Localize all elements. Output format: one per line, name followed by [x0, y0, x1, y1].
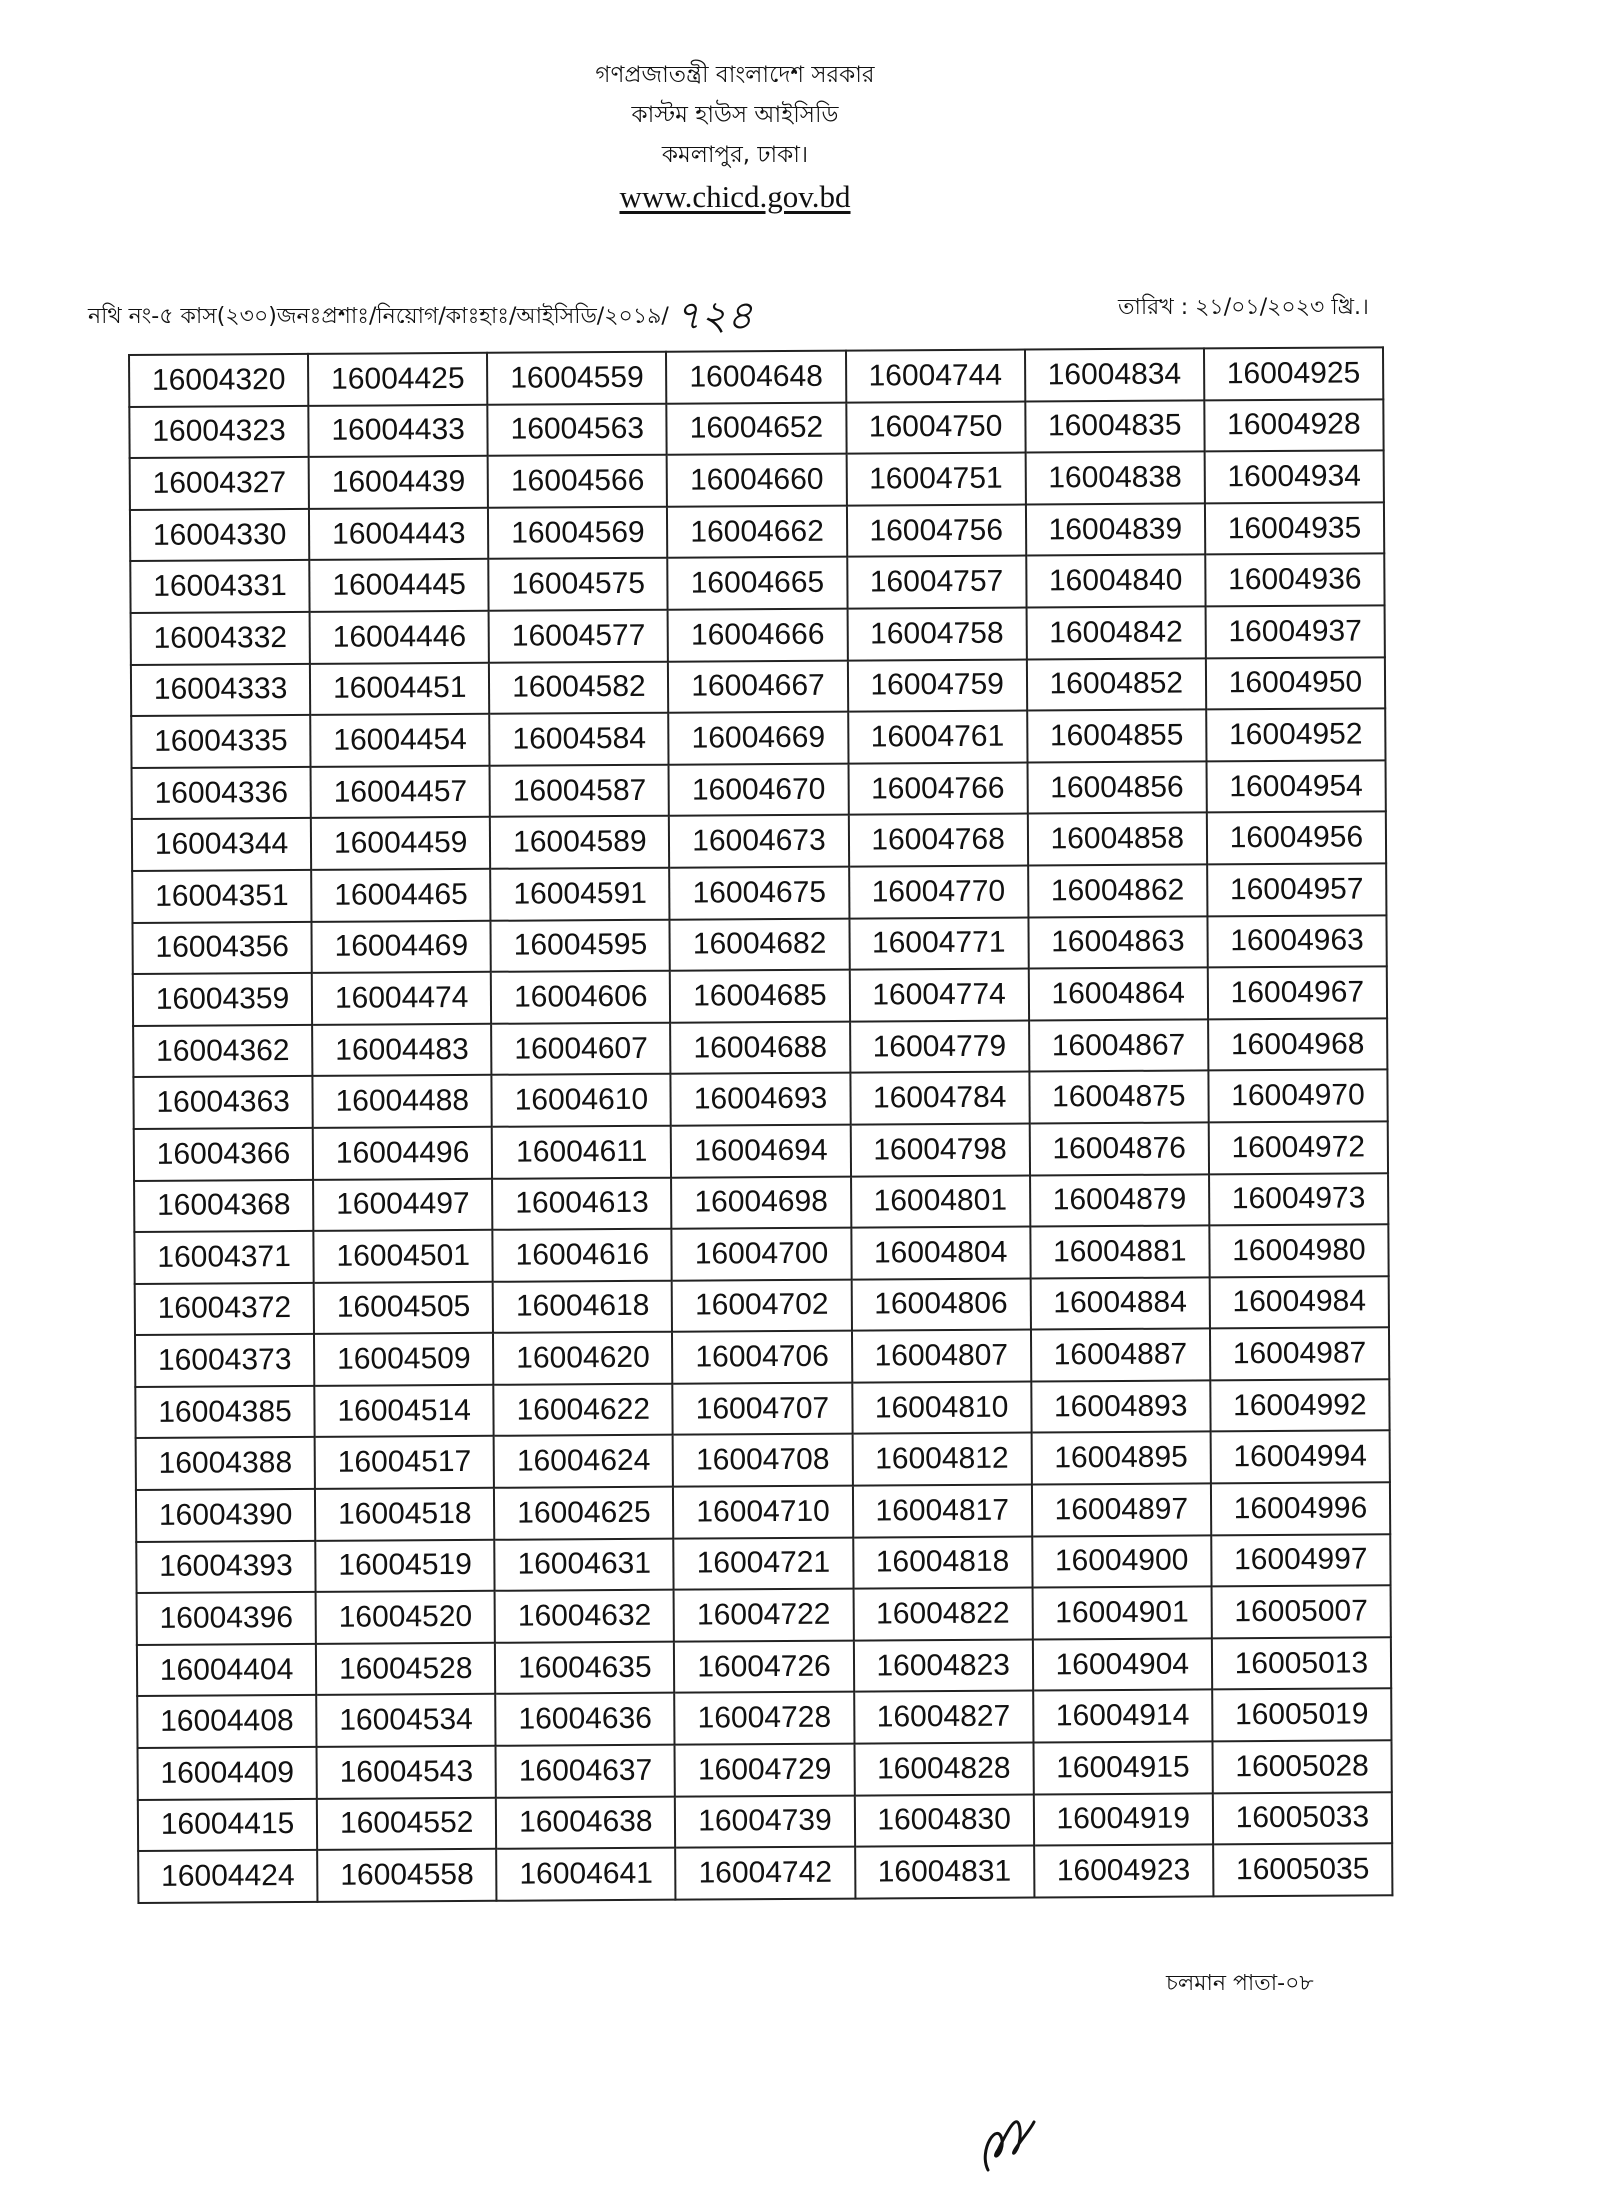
roll-number-cell: 16004616 [493, 1229, 672, 1282]
roll-number-cell: 16004356 [132, 921, 311, 974]
roll-number-cell: 16004606 [491, 971, 670, 1024]
roll-number-cell: 16004919 [1034, 1793, 1213, 1846]
roll-number-cell: 16004582 [489, 661, 668, 714]
roll-number-cell: 16004670 [669, 763, 848, 816]
table-row [129, 347, 1383, 406]
website-link[interactable]: www.chicd.gov.bd [619, 179, 851, 214]
roll-number-cell: 16004408 [137, 1695, 316, 1748]
roll-number-cell: 16004607 [491, 1022, 670, 1075]
roll-number-cell: 16004454 [310, 714, 489, 767]
roll-number-cell: 16004840 [1026, 555, 1205, 608]
roll-number-cell: 16004425 [308, 353, 487, 406]
roll-number-cell: 16004823 [853, 1639, 1032, 1692]
roll-number-cell: 16004331 [130, 560, 309, 613]
table-row [129, 399, 1383, 458]
table-row [135, 1328, 1389, 1387]
roll-number-cell: 16004577 [489, 610, 668, 663]
roll-number-cell: 16004722 [674, 1589, 853, 1642]
roll-number-cell: 16004611 [492, 1126, 671, 1179]
roll-number-cell: 16004973 [1209, 1173, 1388, 1226]
roll-number-cell: 16004915 [1033, 1741, 1212, 1794]
roll-number-cell: 16004726 [674, 1640, 853, 1693]
roll-number-cell: 16004827 [854, 1691, 1033, 1744]
roll-number-cell: 16004706 [672, 1331, 851, 1384]
roll-number-cell: 16004666 [668, 609, 847, 662]
roll-number-cell: 16004887 [1031, 1329, 1210, 1382]
roll-number-cell: 16004636 [495, 1693, 674, 1746]
roll-number-cell: 16004810 [852, 1381, 1031, 1434]
roll-number-cell: 16004371 [134, 1231, 313, 1284]
table-row [134, 1224, 1388, 1283]
roll-number-cell: 16004520 [316, 1591, 495, 1644]
roll-number-cell: 16004457 [311, 766, 490, 819]
roll-number-cell: 16004742 [676, 1847, 855, 1900]
roll-number-cell: 16004970 [1208, 1070, 1387, 1123]
table-row [130, 554, 1384, 613]
roll-number-cell: 16004936 [1205, 554, 1384, 607]
table-row [135, 1276, 1389, 1335]
roll-number-cell: 16004624 [494, 1435, 673, 1488]
roll-number-cell: 16004934 [1204, 451, 1383, 504]
roll-number-cell: 16004864 [1028, 968, 1207, 1021]
roll-number-cell: 16004673 [669, 815, 848, 868]
roll-number-cell: 16005028 [1212, 1740, 1391, 1793]
roll-number-cell: 16004862 [1028, 864, 1207, 917]
roll-number-cell: 16004584 [489, 713, 668, 766]
table-row [132, 812, 1386, 871]
roll-number-cell: 16004641 [496, 1848, 675, 1901]
roll-number-cell: 16004501 [314, 1230, 493, 1283]
roll-number-cell: 16004758 [847, 607, 1026, 660]
roll-number-cell: 16004595 [491, 919, 670, 972]
roll-number-cell: 16004842 [1026, 606, 1205, 659]
table-row [130, 502, 1384, 561]
roll-number-cell: 16004950 [1206, 657, 1385, 710]
roll-number-cell: 16004852 [1027, 658, 1206, 711]
roll-number-cell: 16004858 [1028, 813, 1207, 866]
table-row [136, 1431, 1390, 1490]
roll-number-cell: 16004610 [492, 1074, 671, 1127]
roll-number-cell: 16005019 [1212, 1689, 1391, 1742]
roll-number-cell: 16004884 [1030, 1277, 1209, 1330]
roll-number-cell: 16004838 [1025, 452, 1204, 505]
roll-number-cell: 16004963 [1207, 915, 1386, 968]
roll-number-cell: 16004620 [493, 1332, 672, 1385]
roll-number-cell: 16004566 [488, 455, 667, 508]
roll-number-cell: 16004702 [672, 1279, 851, 1332]
table-row [130, 451, 1384, 510]
roll-number-cell: 16004867 [1029, 1019, 1208, 1072]
roll-number-cell: 16005007 [1211, 1586, 1390, 1639]
roll-number-cell: 16004618 [493, 1280, 672, 1333]
roll-number-cell: 16004528 [316, 1643, 495, 1696]
roll-number-cell: 16004372 [135, 1283, 314, 1336]
table-row [132, 915, 1386, 974]
roll-number-cell: 16004344 [132, 818, 311, 871]
roll-number-cell: 16004443 [309, 508, 488, 561]
table-row [137, 1637, 1391, 1696]
roll-number-cell: 16004996 [1211, 1482, 1390, 1535]
office-name: কাস্টম হাউস আইসিডি [631, 102, 839, 128]
roll-number-cell: 16004876 [1029, 1122, 1208, 1175]
roll-number-cell: 16004855 [1027, 710, 1206, 763]
roll-number-cell: 16004879 [1030, 1174, 1209, 1227]
roll-number-cell: 16004980 [1209, 1224, 1388, 1277]
roll-number-cell: 16004652 [667, 402, 846, 455]
roll-number-cell: 16004768 [848, 814, 1027, 867]
roll-number-cell: 16004563 [488, 403, 667, 456]
roll-number-cell: 16004900 [1032, 1535, 1211, 1588]
roll-number-cell: 16004469 [312, 920, 491, 973]
table-row [138, 1792, 1392, 1851]
roll-number-cell: 16005033 [1213, 1792, 1392, 1845]
roll-number-cell: 16004336 [132, 767, 311, 820]
roll-number-cell: 16004575 [489, 558, 668, 611]
roll-number-cell: 16004914 [1033, 1690, 1212, 1743]
roll-number-cell: 16004393 [136, 1541, 315, 1594]
roll-number-cell: 16004925 [1204, 347, 1383, 400]
roll-number-cell: 16004632 [495, 1590, 674, 1643]
roll-number-cell: 16004834 [1025, 348, 1204, 401]
roll-number-cell: 16004835 [1025, 400, 1204, 453]
roll-number-table-body [129, 347, 1392, 1902]
roll-number-cell: 16004497 [313, 1178, 492, 1231]
roll-number-cell: 16004519 [315, 1539, 494, 1592]
roll-number-cell: 16004543 [317, 1746, 496, 1799]
roll-number-cell: 16004415 [138, 1798, 317, 1851]
roll-number-cell: 16004804 [851, 1227, 1030, 1280]
roll-number-cell: 16004818 [853, 1536, 1032, 1589]
roll-number-cell: 16004323 [129, 405, 308, 458]
roll-number-cell: 16004693 [671, 1073, 850, 1126]
document-date: তারিখ : ২১/০১/২০২৩ খ্রি.। [1118, 295, 1369, 320]
roll-number-cell: 16004368 [134, 1179, 313, 1232]
table-row [137, 1689, 1391, 1748]
roll-number-cell: 16004424 [138, 1850, 317, 1903]
roll-number-cell: 16004552 [317, 1797, 496, 1850]
roll-number-cell: 16004863 [1028, 916, 1207, 969]
roll-number-cell: 16004332 [131, 612, 310, 665]
roll-number-cell: 16004388 [136, 1437, 315, 1490]
roll-number-cell: 16004330 [130, 509, 309, 562]
roll-number-cell: 16005035 [1213, 1844, 1392, 1897]
reference-number [88, 278, 753, 345]
roll-number-cell: 16004505 [314, 1281, 493, 1334]
roll-number-cell: 16004366 [134, 1128, 313, 1181]
roll-number-cell: 16004390 [136, 1489, 315, 1542]
roll-number-cell: 16004721 [674, 1537, 853, 1590]
table-row [135, 1379, 1389, 1438]
signature-mark [968, 2100, 1048, 2180]
roll-number-cell: 16004433 [308, 404, 487, 457]
roll-number-cell: 16004589 [490, 816, 669, 869]
roll-number-cell: 16004446 [310, 611, 489, 664]
roll-number-cell: 16004396 [137, 1592, 316, 1645]
roll-number-cell: 16004954 [1206, 760, 1385, 813]
roll-number-cell: 16004465 [311, 869, 490, 922]
roll-number-cell: 16004952 [1206, 708, 1385, 761]
table-row [137, 1586, 1391, 1645]
table-row [131, 605, 1385, 664]
roll-number-cell: 16004635 [495, 1642, 674, 1695]
roll-number-cell: 16004779 [850, 1020, 1029, 1073]
roll-number-cell: 16004700 [672, 1228, 851, 1281]
roll-number-cell: 16004901 [1032, 1587, 1211, 1640]
table-row [138, 1844, 1392, 1903]
roll-number-cell: 16004967 [1208, 966, 1387, 1019]
roll-number-cell: 16004362 [133, 1025, 312, 1078]
table-row [133, 1018, 1387, 1077]
table-row [132, 863, 1386, 922]
table-row [134, 1121, 1388, 1180]
roll-number-cell: 16004327 [130, 457, 309, 510]
roll-number-cell: 16004893 [1031, 1380, 1210, 1433]
roll-number-cell: 16004665 [668, 557, 847, 610]
roll-number-cell: 16004688 [671, 1021, 850, 1074]
roll-number-cell: 16004771 [849, 917, 1028, 970]
roll-number-cell: 16004333 [131, 663, 310, 716]
roll-number-cell: 16004496 [313, 1127, 492, 1180]
roll-number-cell: 16004972 [1209, 1121, 1388, 1174]
roll-number-cell: 16004631 [495, 1538, 674, 1591]
roll-number-table-wrapper [128, 346, 1393, 1903]
roll-number-cell: 16004483 [312, 1024, 491, 1077]
roll-number-cell: 16004784 [850, 1072, 1029, 1125]
roll-number-cell: 16004923 [1034, 1845, 1213, 1898]
roll-number-cell: 16004669 [669, 712, 848, 765]
roll-number-cell: 16004451 [310, 662, 489, 715]
roll-number-cell: 16004822 [853, 1588, 1032, 1641]
roll-number-cell: 16004648 [666, 351, 845, 404]
roll-number-cell: 16004569 [488, 506, 667, 559]
roll-number-cell: 16004474 [312, 972, 491, 1025]
roll-number-cell: 16004756 [847, 504, 1026, 557]
roll-number-cell: 16004685 [670, 970, 849, 1023]
roll-number-cell: 16004373 [135, 1334, 314, 1387]
roll-number-cell: 16004359 [133, 973, 312, 1026]
table-row [134, 1173, 1388, 1232]
government-title: গণপ্রজাতন্ত্রী বাংলাদেশ সরকার [595, 62, 875, 88]
roll-number-cell: 16004459 [311, 817, 490, 870]
roll-number-cell: 16004729 [675, 1744, 854, 1797]
roll-number-cell: 16004766 [848, 762, 1027, 815]
roll-number-cell: 16004997 [1211, 1534, 1390, 1587]
roll-number-cell: 16004534 [316, 1694, 495, 1747]
roll-number-cell: 16004750 [846, 401, 1025, 454]
roll-number-cell: 16004728 [675, 1692, 854, 1745]
roll-number-cell: 16004744 [846, 350, 1025, 403]
roll-number-table [128, 346, 1393, 1903]
roll-number-cell: 16004439 [309, 456, 488, 509]
roll-number-cell: 16004817 [852, 1485, 1031, 1538]
roll-number-cell: 16004904 [1033, 1638, 1212, 1691]
roll-number-cell: 16004831 [855, 1846, 1034, 1899]
roll-number-cell: 16004770 [849, 865, 1028, 918]
roll-number-cell: 16004957 [1207, 863, 1386, 916]
roll-number-cell: 16004514 [314, 1385, 493, 1438]
roll-number-cell: 16004509 [314, 1333, 493, 1386]
roll-number-cell: 16004928 [1204, 399, 1383, 452]
roll-number-cell: 16004707 [673, 1382, 852, 1435]
roll-number-cell: 16004637 [496, 1745, 675, 1798]
roll-number-cell: 16004828 [854, 1743, 1033, 1796]
roll-number-cell: 16004559 [487, 352, 666, 405]
handwritten-reference-number: ৭২৪ [674, 293, 753, 339]
roll-number-cell: 16004694 [671, 1125, 850, 1178]
roll-number-cell: 16004409 [138, 1747, 317, 1800]
roll-number-cell: 16004774 [849, 969, 1028, 1022]
table-row [133, 966, 1387, 1025]
roll-number-cell: 16004881 [1030, 1226, 1209, 1279]
roll-number-cell: 16004757 [847, 556, 1026, 609]
roll-number-cell: 16004761 [848, 711, 1027, 764]
roll-number-cell: 16004710 [673, 1486, 852, 1539]
roll-number-cell: 16004660 [667, 454, 846, 507]
roll-number-cell: 16004875 [1029, 1071, 1208, 1124]
table-row [132, 760, 1386, 819]
document-header [0, 55, 1470, 219]
roll-number-cell: 16004759 [847, 659, 1026, 712]
roll-number-cell: 16004897 [1032, 1483, 1211, 1536]
table-row [133, 1070, 1387, 1129]
roll-number-cell: 16004830 [854, 1794, 1033, 1847]
roll-number-cell: 16004558 [317, 1849, 496, 1902]
roll-number-cell: 16004517 [315, 1436, 494, 1489]
roll-number-cell: 16004363 [133, 1076, 312, 1129]
table-row [136, 1534, 1390, 1593]
roll-number-cell: 16004751 [846, 453, 1025, 506]
roll-number-cell: 16004935 [1205, 502, 1384, 555]
roll-number-cell: 16004956 [1207, 812, 1386, 865]
table-row [136, 1482, 1390, 1541]
continuation-note: চলমান পাতা-০৮ [1166, 1971, 1314, 1996]
roll-number-cell: 16004625 [494, 1487, 673, 1540]
roll-number-cell: 16004518 [315, 1488, 494, 1541]
roll-number-cell: 16004385 [135, 1386, 314, 1439]
roll-number-cell: 16004622 [494, 1384, 673, 1437]
roll-number-cell: 16004856 [1027, 761, 1206, 814]
roll-number-cell: 16004698 [671, 1176, 850, 1229]
roll-number-cell: 16004708 [673, 1434, 852, 1487]
roll-number-cell: 16004994 [1210, 1431, 1389, 1484]
roll-number-cell: 16004682 [670, 918, 849, 971]
roll-number-cell: 16004488 [313, 1075, 492, 1128]
roll-number-cell: 16004335 [131, 715, 310, 768]
roll-number-cell: 16004968 [1208, 1018, 1387, 1071]
roll-number-cell: 16004613 [492, 1177, 671, 1230]
office-location: কমলাপুর, ঢাকা। [661, 142, 809, 168]
roll-number-cell: 16004806 [851, 1278, 1030, 1331]
roll-number-cell: 16004675 [670, 867, 849, 920]
roll-number-cell: 16004445 [309, 559, 488, 612]
table-row [138, 1740, 1392, 1799]
roll-number-cell: 16004739 [675, 1795, 854, 1848]
roll-number-cell: 16005013 [1212, 1637, 1391, 1690]
table-row [131, 657, 1385, 716]
roll-number-cell: 16004667 [668, 660, 847, 713]
reference-text: নথি নং-৫ কাস(২৩০)জনঃপ্রশাঃ/নিয়োগ/কাঃহাঃ/আইসিডি/২০১৯/ [88, 304, 669, 329]
roll-number-cell: 16004992 [1210, 1379, 1389, 1432]
roll-number-cell: 16004798 [850, 1123, 1029, 1176]
roll-number-cell: 16004812 [852, 1433, 1031, 1486]
roll-number-cell: 16004801 [851, 1175, 1030, 1228]
roll-number-cell: 16004839 [1026, 503, 1205, 556]
roll-number-cell: 16004404 [137, 1644, 316, 1697]
roll-number-cell: 16004984 [1210, 1276, 1389, 1329]
roll-number-cell: 16004987 [1210, 1328, 1389, 1381]
table-row [131, 708, 1385, 767]
roll-number-cell: 16004895 [1031, 1432, 1210, 1485]
roll-number-cell: 16004662 [667, 505, 846, 558]
roll-number-cell: 16004591 [490, 868, 669, 921]
roll-number-cell: 16004638 [496, 1796, 675, 1849]
roll-number-cell: 16004937 [1205, 605, 1384, 658]
roll-number-cell: 16004351 [132, 870, 311, 923]
roll-number-cell: 16004587 [490, 764, 669, 817]
roll-number-cell: 16004807 [852, 1330, 1031, 1383]
roll-number-cell: 16004320 [129, 354, 308, 407]
